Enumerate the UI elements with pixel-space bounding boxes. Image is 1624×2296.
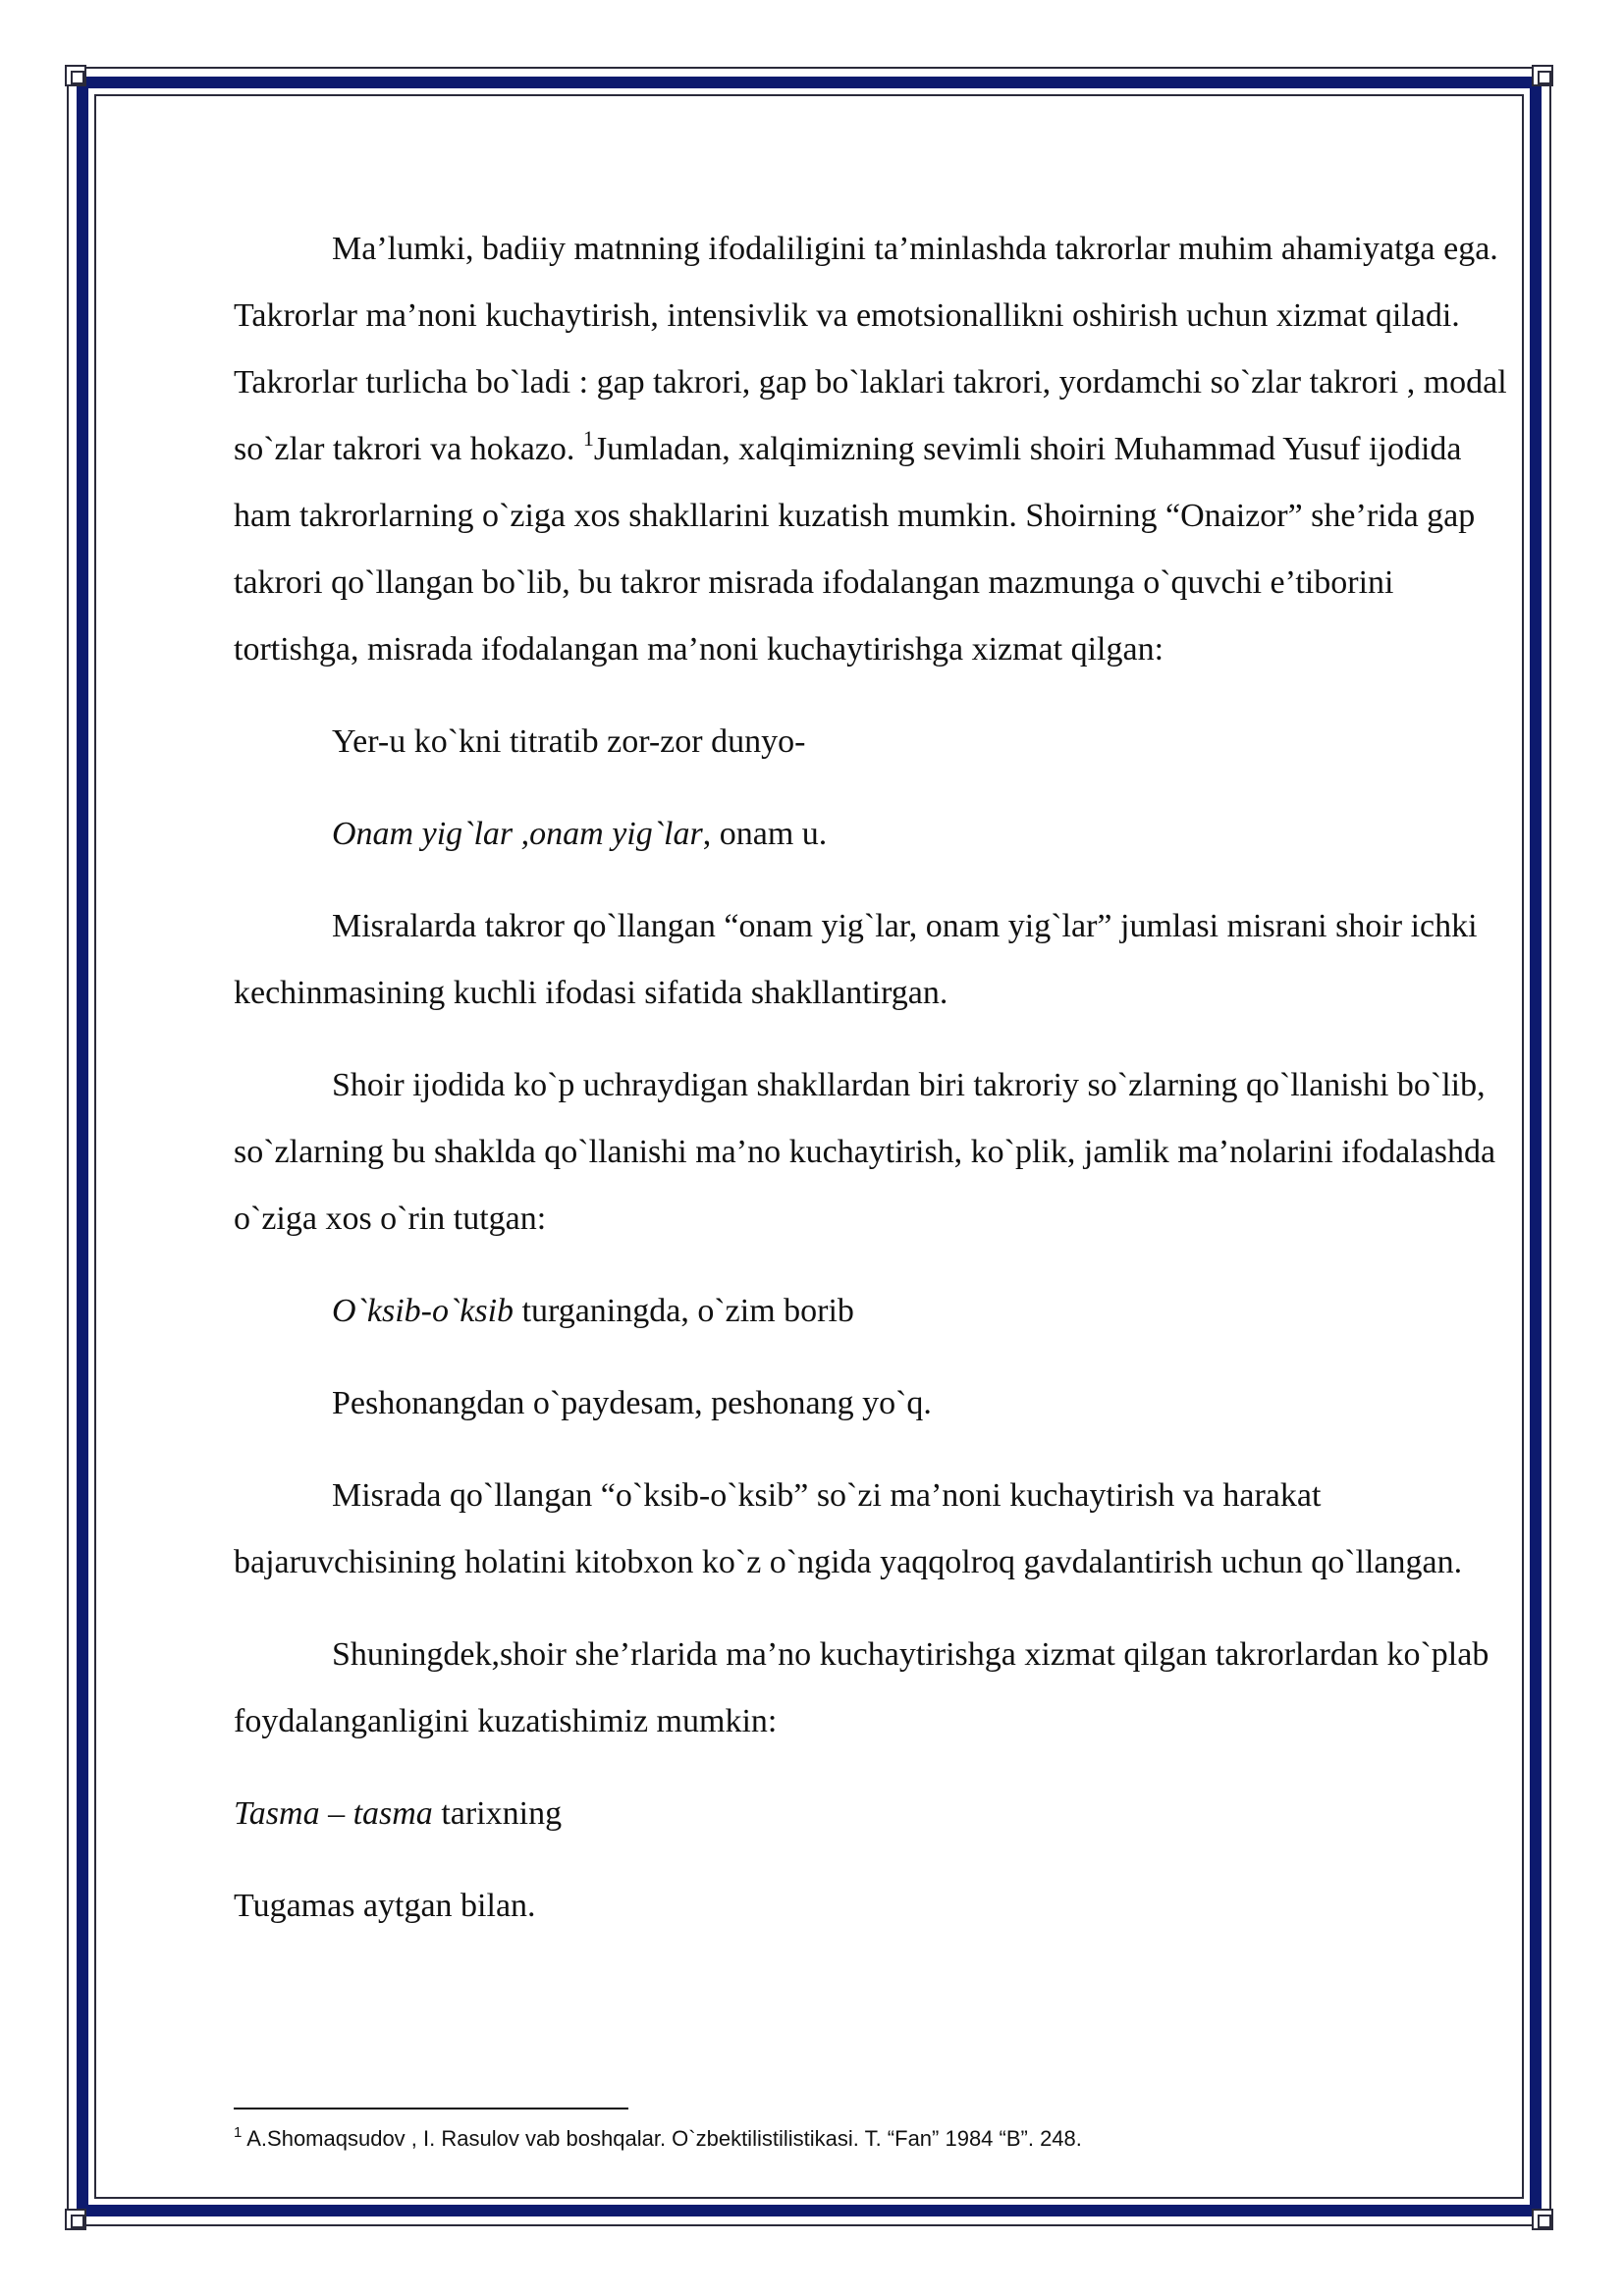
border-corner-ornament [65, 65, 86, 86]
verse-emphasis: O`ksib-o`ksib [332, 1293, 514, 1329]
footnote-text: A.Shomaqsudov , I. Rasulov vab boshqalar. O`zbektilistilistikasi. T. “Fan” 1984 “B”. 248. [242, 2126, 1082, 2151]
footnote-number: 1 [234, 2124, 243, 2141]
verse-text: turganingda, o`zim borib [514, 1293, 854, 1329]
paragraph-analysis-2: Shoir ijodida ko`p uchraydigan shakllardan biri takroriy so`zlarning qo`llanishi bo`lib, so`zlarning bu shaklda qo`llanishi ma’no kuchaytirish, ko`plik, jamlik ma’nolarini ifodalashda o`ziga xos o`rin tutgan: [234, 1067, 1496, 1237]
verse-line [234, 801, 1522, 868]
footnote-separator [234, 2108, 628, 2109]
verse-line: Yer-u ko`kni titratib zor-zor dunyo- [332, 723, 806, 760]
document-body [234, 216, 1522, 1940]
verse-text: , onam u. [702, 816, 828, 852]
paragraph-analysis-3: Misrada qo`llangan “o`ksib-o`ksib” so`zi ma’noni kuchaytirish va harakat bajaruvchisining holatini kitobxon ko`z o`ngida yaqqolroq gavdalantirish uchun qo`llangan. [234, 1477, 1463, 1580]
verse-line [234, 1278, 1522, 1345]
verse-line: Tugamas aytgan bilan. [234, 1888, 536, 1924]
verse-emphasis: Tasma – tasma [234, 1795, 433, 1832]
verse-line [234, 1781, 1522, 1847]
verse-text: tarixning [432, 1795, 563, 1832]
paragraph-text: Jumladan, xalqimizning sevimli shoiri Muhammad Yusuf ijodida ham takrorlarning o`ziga xos shakllarini kuzatish mumkin. Shoirning “Onaizor” she’rida gap takrori qo`llangan bo`lib, bu takror misrada ifodalangan mazmunga o`quvchi e’tiborini tortishga, misrada ifodalangan ma’noni kuchaytirishga xizmat qilgan: [234, 431, 1476, 667]
paragraph-text: Ma’lumki, badiiy matnning ifodaliligini ta’minlashda takrorlar muhim ahamiyatga ega. Takrorlar ma’noni kuchaytirish, intensivlik va emotsionallikni oshirish uchun xizmat qiladi. Takrorlar turlicha bo`ladi : gap takrori, gap bo`laklari takrori, yordamchi so`zlar takrori , modal so`zlar takrori va hokazo. [234, 231, 1507, 467]
verse-emphasis: Onam yig`lar ,onam yig`lar [332, 816, 703, 852]
footnote [234, 2126, 1082, 2152]
paragraph-intro [234, 216, 1522, 683]
border-corner-ornament [65, 2209, 86, 2230]
paragraph-analysis-1: Misralarda takror qo`llangan “onam yig`lar, onam yig`lar” jumlasi misrani shoir ichki kechinmasining kuchli ifodasi sifatida shakllantirgan. [234, 908, 1478, 1011]
border-corner-ornament [1532, 65, 1553, 86]
border-corner-ornament [1532, 2209, 1553, 2230]
paragraph-analysis-4: Shuningdek,shoir she’rlarida ma’no kuchaytirishga xizmat qilgan takrorlardan ko`plab foydalanganligini kuzatishimiz mumkin: [234, 1636, 1489, 1739]
footnote-reference: 1 [582, 426, 594, 451]
verse-line: Peshonangdan o`paydesam, peshonang yo`q. [332, 1385, 932, 1421]
